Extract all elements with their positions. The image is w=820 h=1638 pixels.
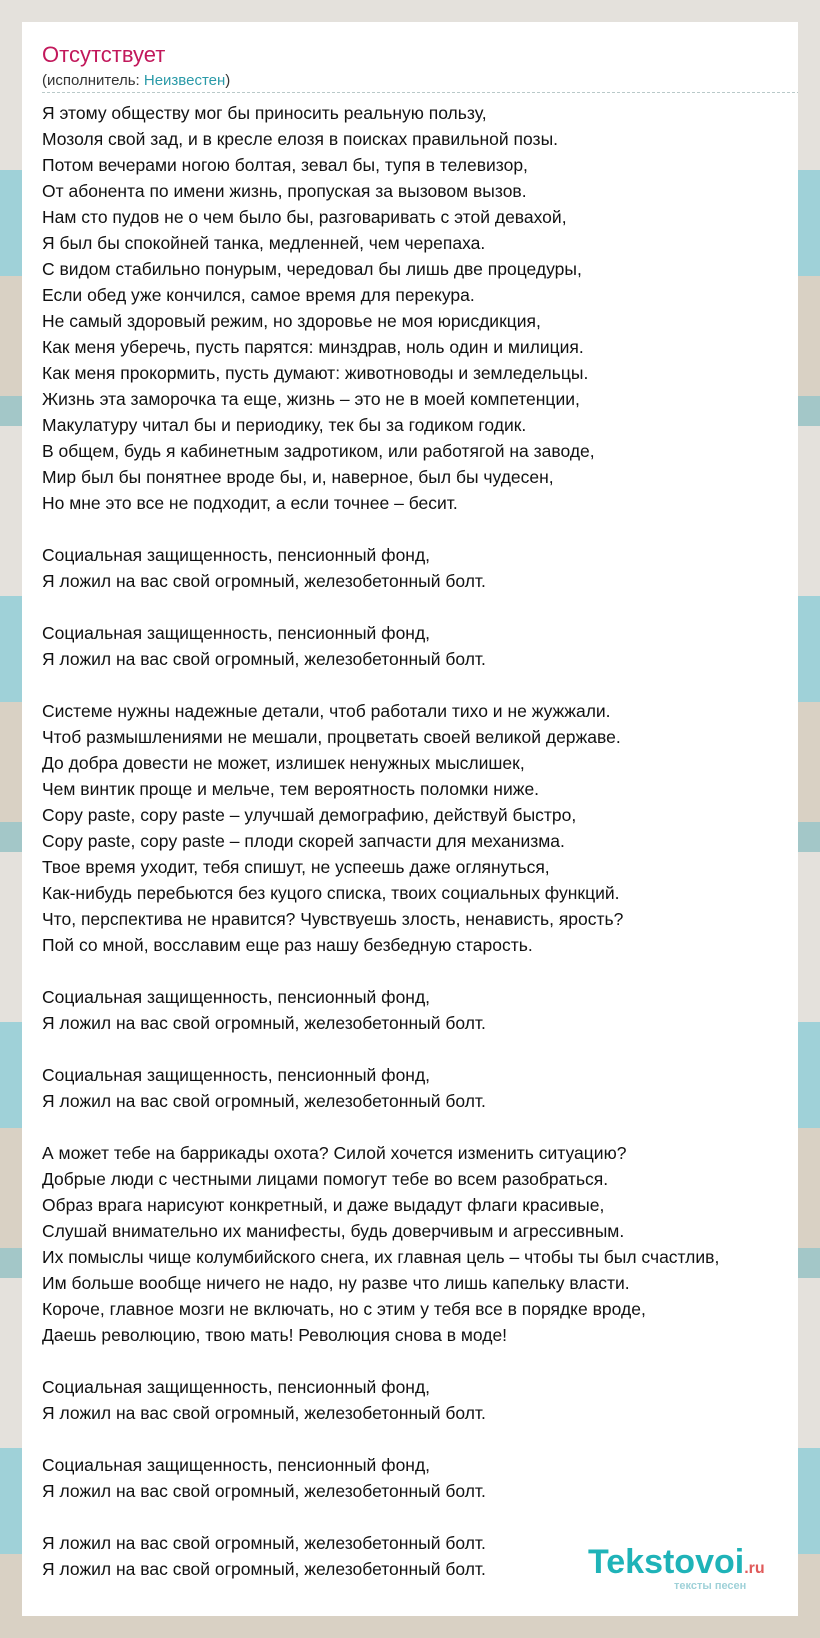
lyric-line: Макулатуру читал бы и периодику, тек бы за годиком годик. — [42, 415, 527, 435]
lyric-line: Слушай внимательно их манифесты, будь доверчивым и агрессивным. — [42, 1221, 625, 1241]
lyric-line: Твое время уходит, тебя спишут, не успеешь даже оглянуться, — [42, 857, 550, 877]
lyric-line — [42, 594, 719, 620]
lyric-line — [42, 1504, 719, 1530]
lyrics-text — [42, 100, 719, 1582]
lyric-line: Я ложил на вас свой огромный, железобетонный болт. — [42, 1091, 486, 1111]
lyric-line: Нам сто пудов не о чем было бы, разговаривать с этой девахой, — [42, 207, 567, 227]
lyric-line: Я ложил на вас свой огромный, железобетонный болт. — [42, 571, 486, 591]
lyric-line: Copy paste, copy paste – улучшай демографию, действуй быстро, — [42, 805, 577, 825]
lyric-line: От абонента по имени жизнь, пропуская за вызовом вызов. — [42, 181, 527, 201]
lyric-line: Я был бы спокойней танка, медленней, чем черепаха. — [42, 233, 486, 253]
lyric-line: Я ложил на вас свой огромный, железобетонный болт. — [42, 1403, 486, 1423]
lyric-line: Как меня уберечь, пусть парятся: минздрав, ноль один и милиция. — [42, 337, 584, 357]
lyric-line: Мир был бы понятнее вроде бы, и, наверное, был бы чудесен, — [42, 467, 554, 487]
logo-name: Tekstovoi — [588, 1543, 745, 1581]
lyric-line — [42, 672, 719, 698]
lyric-line: Социальная защищенность, пенсионный фонд, — [42, 545, 431, 565]
lyric-line: Их помыслы чище колумбийского снега, их главная цель – чтобы ты был счастлив, — [42, 1247, 720, 1267]
lyric-line — [42, 1036, 719, 1062]
lyric-line: Я ложил на вас свой огромный, железобетонный болт. — [42, 1559, 486, 1579]
lyric-line — [42, 1426, 719, 1452]
logo-tld: .ru — [744, 1560, 765, 1577]
lyric-line: Я ложил на вас свой огромный, железобетонный болт. — [42, 1013, 486, 1033]
lyric-line: Как-нибудь перебьются без куцого списка, твоих социальных функций. — [42, 883, 620, 903]
lyric-line: Если обед уже кончился, самое время для перекура. — [42, 285, 475, 305]
artist-line — [42, 72, 230, 90]
artist-prefix: (исполнитель: — [42, 72, 144, 89]
artist-suffix: ) — [225, 72, 231, 89]
site-logo[interactable] — [588, 1542, 788, 1602]
lyric-line: Как меня прокормить, пусть думают: животноводы и земледельцы. — [42, 363, 589, 383]
song-title: Отсутствует — [42, 42, 166, 67]
lyric-line: Социальная защищенность, пенсионный фонд, — [42, 623, 431, 643]
lyric-line: Чем винтик проще и мельче, тем вероятность поломки ниже. — [42, 779, 540, 799]
lyric-line — [42, 516, 719, 542]
lyric-line — [42, 1114, 719, 1140]
title-divider — [42, 92, 798, 93]
lyric-line: Я ложил на вас свой огромный, железобетонный болт. — [42, 649, 486, 669]
lyric-line: Короче, главное мозги не включать, но с этим у тебя все в порядке вроде, — [42, 1299, 646, 1319]
artist-link[interactable]: Неизвестен — [143, 72, 226, 89]
logo-tagline: тексты песен — [674, 1580, 747, 1592]
lyric-line — [42, 958, 719, 984]
lyric-line: Я ложил на вас свой огромный, железобетонный болт. — [42, 1533, 486, 1553]
lyric-line: Социальная защищенность, пенсионный фонд, — [42, 1377, 431, 1397]
lyric-line: Системе нужны надежные детали, чтоб работали тихо и не жужжали. — [42, 701, 611, 721]
lyric-line: Социальная защищенность, пенсионный фонд, — [42, 987, 431, 1007]
lyric-line — [42, 1348, 719, 1374]
lyric-line: А может тебе на баррикады охота? Силой хочется изменить ситуацию? — [42, 1143, 627, 1163]
lyrics-card — [22, 22, 798, 1616]
lyric-line: Им больше вообще ничего не надо, ну разве что лишь капельку власти. — [42, 1273, 630, 1293]
lyric-line: В общем, будь я кабинетным задротиком, или работягой на заводе, — [42, 441, 595, 461]
lyric-line: Что, перспектива не нравится? Чувствуешь злость, ненависть, ярость? — [42, 909, 624, 929]
lyric-line: До добра довести не может, излишек ненужных мыслишек, — [42, 753, 525, 773]
lyric-line: Чтоб размышлениями не мешали, процветать своей великой державе. — [42, 727, 621, 747]
lyric-line: Я этому обществу мог бы приносить реальную пользу, — [42, 103, 487, 123]
lyric-line: Мозоля свой зад, и в кресле елозя в поисках правильной позы. — [42, 129, 559, 149]
lyric-line: Образ врага нарисуют конкретный, и даже выдадут флаги красивые, — [42, 1195, 605, 1215]
lyric-line: Пой со мной, восславим еще раз нашу безбедную старость. — [42, 935, 533, 955]
lyric-line: Copy paste, copy paste – плоди скорей запчасти для механизма. — [42, 831, 565, 851]
lyric-line: Потом вечерами ногою болтая, зевал бы, тупя в телевизор, — [42, 155, 528, 175]
lyric-line: С видом стабильно понурым, чередовал бы лишь две процедуры, — [42, 259, 582, 279]
lyric-line: Но мне это все не подходит, а если точнее – бесит. — [42, 493, 458, 513]
lyric-line: Даешь революцию, твою мать! Революция снова в моде! — [42, 1325, 508, 1345]
lyric-line: Я ложил на вас свой огромный, железобетонный болт. — [42, 1481, 486, 1501]
lyric-line: Жизнь эта заморочка та еще, жизнь – это не в моей компетенции, — [42, 389, 580, 409]
lyric-line: Не самый здоровый режим, но здоровье не моя юрисдикция, — [42, 311, 541, 331]
lyric-line: Добрые люди с честными лицами помогут тебе во всем разобраться. — [42, 1169, 609, 1189]
lyric-line: Социальная защищенность, пенсионный фонд, — [42, 1455, 431, 1475]
lyric-line: Социальная защищенность, пенсионный фонд, — [42, 1065, 431, 1085]
